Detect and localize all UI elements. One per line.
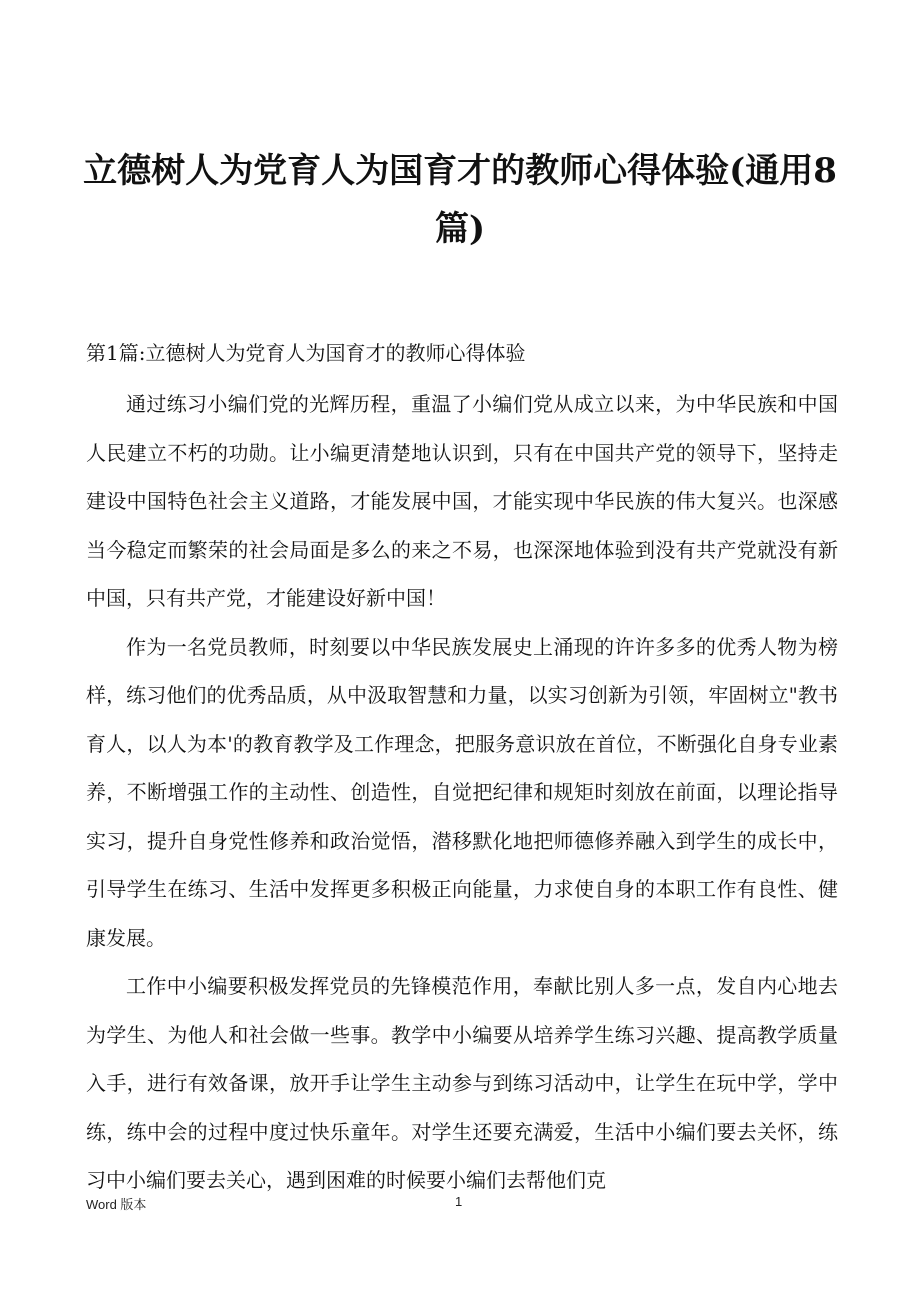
document-body (86, 380, 838, 1205)
footer-page-number: 1 (455, 1194, 463, 1209)
document-title: 立德树人为党育人为国育才的教师心得体验(通用8篇) (83, 151, 837, 249)
paragraph: 作为一名党员教师，时刻要以中华民族发展史上涌现的许许多多的优秀人物为榜样，练习他们的优秀品质，从中汲取智慧和力量，以实习创新为引领，牢固树立"教书育人，以人为本'的教育教学及工作理念，把服务意识放在首位，不断强化自身专业素养，不断增强工作的主动性、创造性，自觉把纪律和规矩时刻放在前面，以理论指导实习，提升自身党性修养和政治觉悟，潜移默化地把师德修养融入到学生的成长中，引导学生在练习、生活中发挥更多积极正向能量，力求使自身的本职工作有良性、健康发展。 (86, 634, 838, 950)
paragraph: 通过练习小编们党的光辉历程，重温了小编们党从成立以来，为中华民族和中国人民建立不朽的功勋。让小编更清楚地认识到，只有在中国共产党的领导下，坚持走建设中国特色社会主义道路，才能发展中国，才能实现中华民族的伟大复兴。也深感当今稳定而繁荣的社会局面是多么的来之不易，也深深地体验到没有共产党就没有新中国，只有共产党，才能建设好新中国！ (86, 392, 838, 610)
paragraph: 工作中小编要积极发挥党员的先锋模范作用，奉献比别人多一点，发自内心地去为学生、为他人和社会做一些事。教学中小编要从培养学生练习兴趣、提高教学质量入手，进行有效备课，放开手让学生主动参与到练习活动中，让学生在玩中学，学中练，练中会的过程中度过快乐童年。对学生还要充满爱，生活中小编们要去关怀，练习中小编们要去关心，遇到困难的时候要小编们去帮他们克 (86, 974, 838, 1192)
footer-version-label: Word 版本 (86, 1197, 147, 1212)
section-heading: 第1篇:立德树人为党育人为国育才的教师心得体验 (86, 341, 526, 365)
